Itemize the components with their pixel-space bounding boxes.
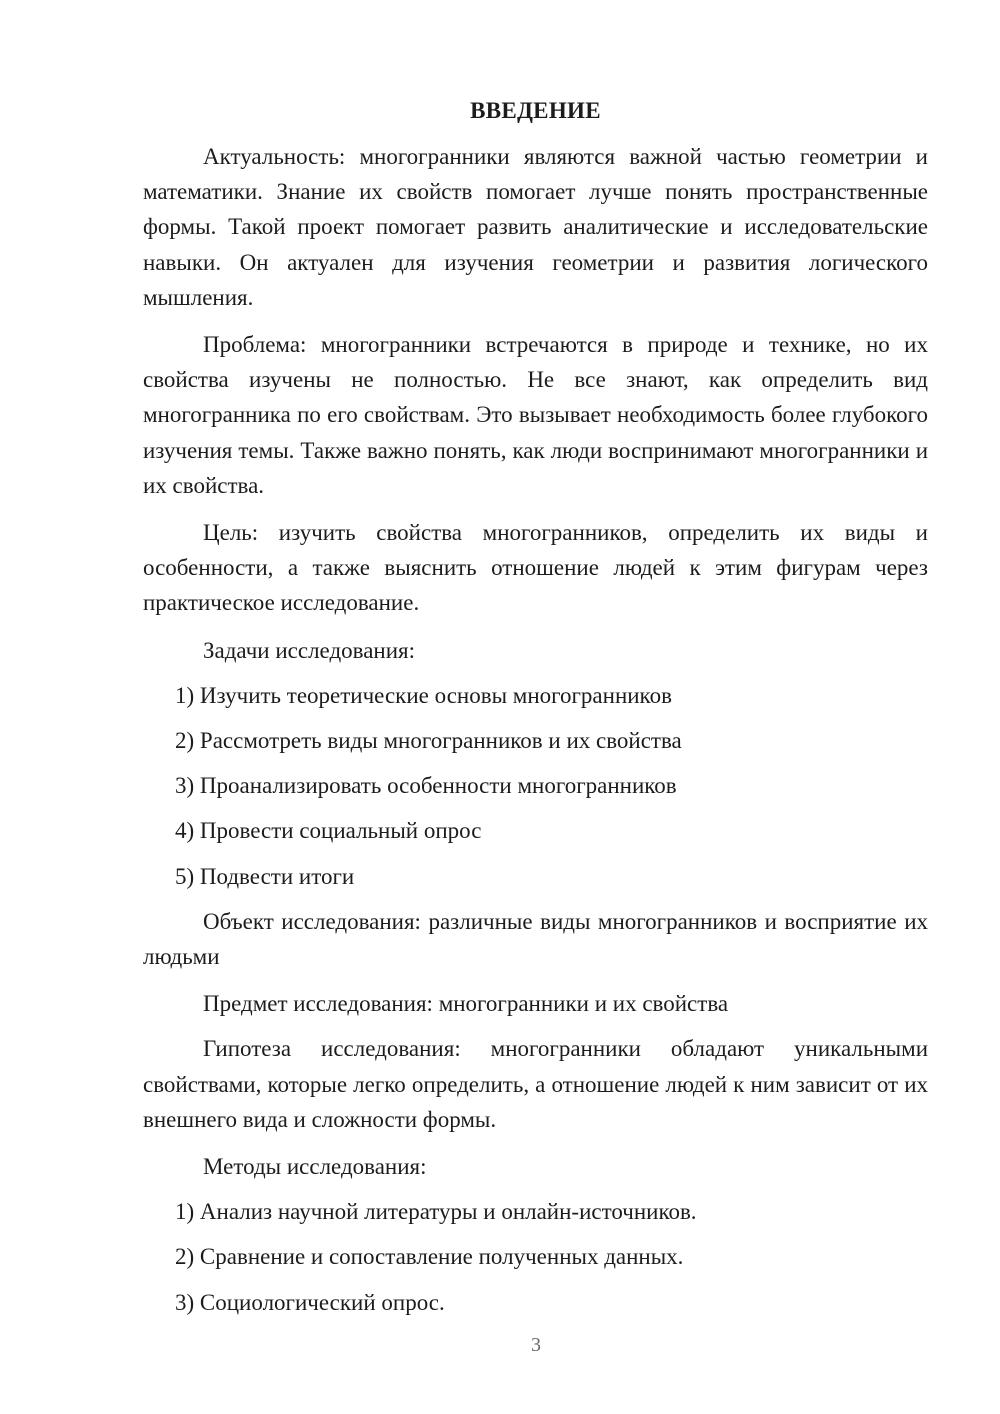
method-item: 1) Анализ научной литературы и онлайн-источников. xyxy=(175,1199,697,1225)
problem-paragraph: Проблема: многогранники встречаются в природе и технике, но их свойства изучены не полностью. Не все знают, как определить вид многогранника по его свойствам. Это вызывает необходимость более глубокого изучения темы. Также важно понять, как люди воспринимают многогранники и их свойства. xyxy=(143,332,928,498)
subject-paragraph: Предмет исследования: многогранники и их свойства xyxy=(203,991,729,1017)
task-item: 1) Изучить теоретические основы многогранников xyxy=(175,682,672,708)
method-item: 2) Сравнение и сопоставление полученных данных. xyxy=(175,1244,684,1270)
goal-paragraph: Цель: изучить свойства многогранников, определить их виды и особенности, а также выяснить отношение людей к этим фигурам через практическое исследование. xyxy=(143,520,928,616)
page-number: 3 xyxy=(531,1334,541,1356)
tasks-heading: Задачи исследования: xyxy=(203,637,416,663)
methods-list xyxy=(143,1194,928,1320)
page-title: ВВЕДЕНИЕ xyxy=(470,98,601,123)
methods-heading: Методы исследования: xyxy=(203,1154,427,1180)
task-item: 2) Рассмотреть виды многогранников и их свойства xyxy=(175,728,682,754)
hypothesis-paragraph: Гипотеза исследования: многогранники обладают уникальными свойствами, которые легко определить, а отношение людей к ним зависит от их внешнего вида и сложности формы. xyxy=(143,1036,928,1132)
method-item: 3) Социологический опрос. xyxy=(175,1289,445,1315)
document-page xyxy=(143,96,928,1330)
object-paragraph: Объект исследования: различные виды многогранников и восприятие их людьми xyxy=(143,908,928,970)
task-item: 3) Проанализировать особенности многогранников xyxy=(175,773,677,799)
task-item: 5) Подвести итоги xyxy=(175,863,355,889)
task-item: 4) Провести социальный опрос xyxy=(175,818,482,844)
tasks-list xyxy=(143,678,928,894)
relevance-paragraph: Актуальность: многогранники являются важной частью геометрии и математики. Знание их свойств помогает лучше понять пространственные формы. Такой проект помогает развить аналитические и исследовательские навыки. Он актуален для изучения геометрии и развития логического мышления. xyxy=(143,144,928,310)
